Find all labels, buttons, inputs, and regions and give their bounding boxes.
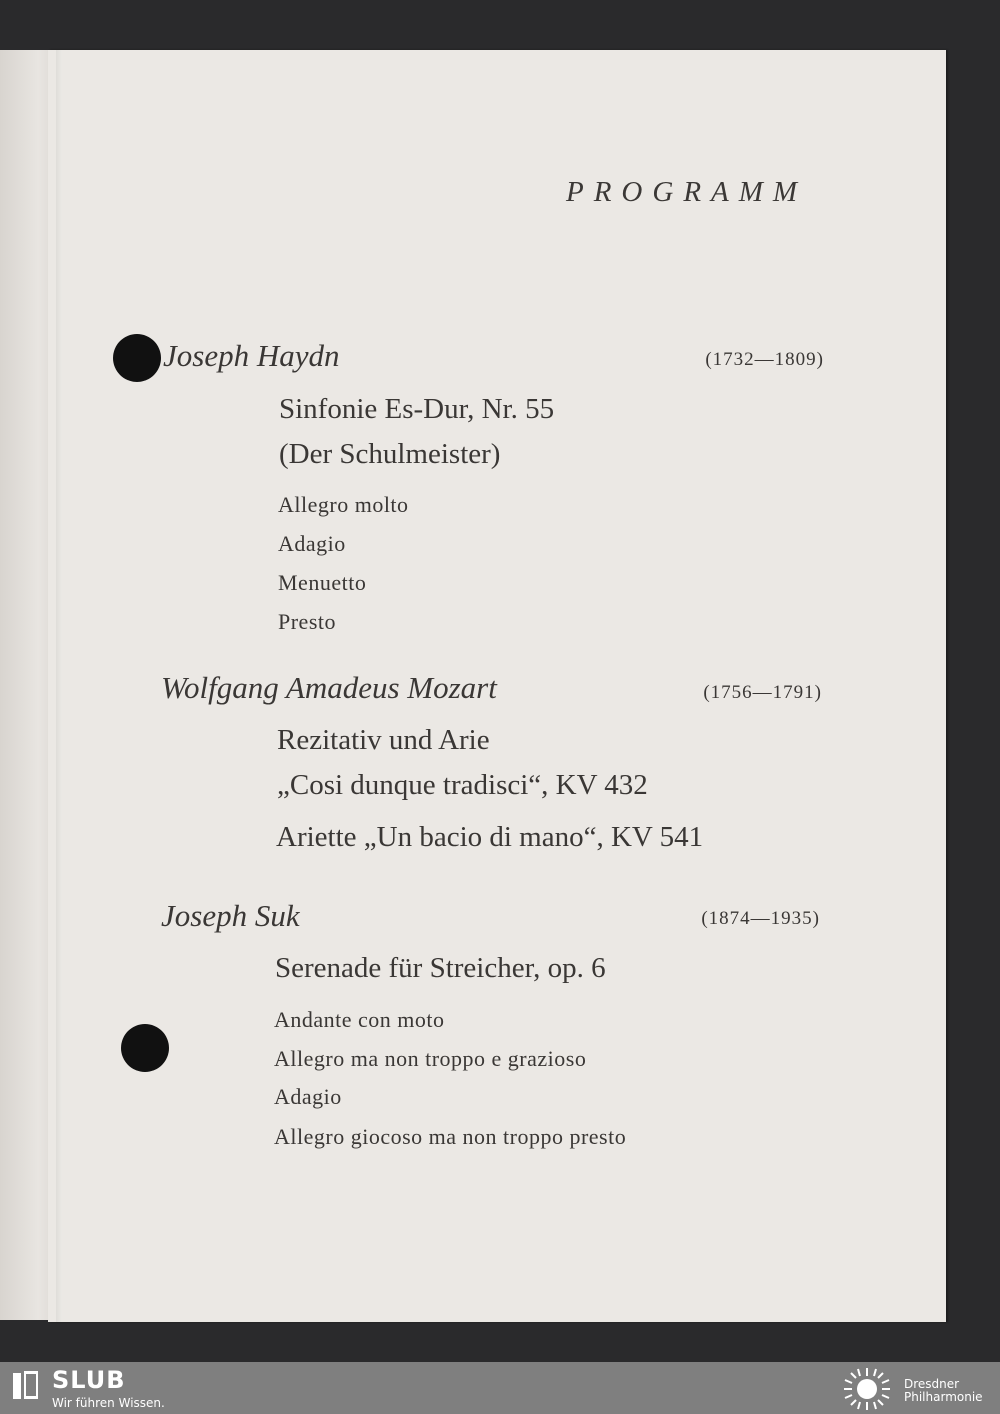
work-title: Ariette „Un bacio di mano“, KV 541 (276, 821, 704, 853)
punch-hole (113, 334, 161, 382)
slub-tagline: Wir führen Wissen. (52, 1396, 165, 1410)
work-subtitle: (Der Schulmeister) (279, 438, 501, 470)
partner-name-line-2: Philharmonie (904, 1390, 983, 1404)
slub-book-icon[interactable] (12, 1370, 40, 1400)
program-title: PROGRAMM (566, 176, 808, 208)
philharmonie-sunburst-icon[interactable] (842, 1366, 892, 1412)
composer-name: Joseph Suk (161, 898, 300, 933)
composer-dates: (1874—1935) (701, 908, 820, 929)
punch-hole (121, 1024, 169, 1072)
movement: Menuetto (278, 570, 367, 595)
work-title: Rezitativ und Arie (277, 724, 490, 756)
movement: Andante con moto (274, 1007, 445, 1032)
movement: Adagio (274, 1084, 342, 1109)
movement: Allegro ma non troppo e grazioso (274, 1046, 587, 1071)
work-title: „Cosi dunque tradisci“, KV 432 (277, 769, 648, 801)
slub-logo-text[interactable]: SLUB (52, 1366, 126, 1394)
composer-dates: (1732—1809) (705, 349, 824, 370)
partner-name-line-1: Dresdner (904, 1377, 960, 1391)
movement: Allegro molto (278, 492, 409, 517)
composer-dates: (1756—1791) (703, 682, 822, 703)
partner-name[interactable] (904, 1378, 983, 1404)
composer-name: Joseph Haydn (163, 338, 340, 373)
movement: Presto (278, 609, 336, 634)
composer-name: Wolfgang Amadeus Mozart (161, 670, 497, 705)
work-title: Serenade für Streicher, op. 6 (275, 952, 606, 984)
movement: Allegro giocoso ma non troppo presto (274, 1124, 627, 1149)
work-title: Sinfonie Es-Dur, Nr. 55 (279, 393, 555, 425)
footer-bar (0, 1362, 1000, 1414)
movement: Adagio (278, 531, 346, 556)
